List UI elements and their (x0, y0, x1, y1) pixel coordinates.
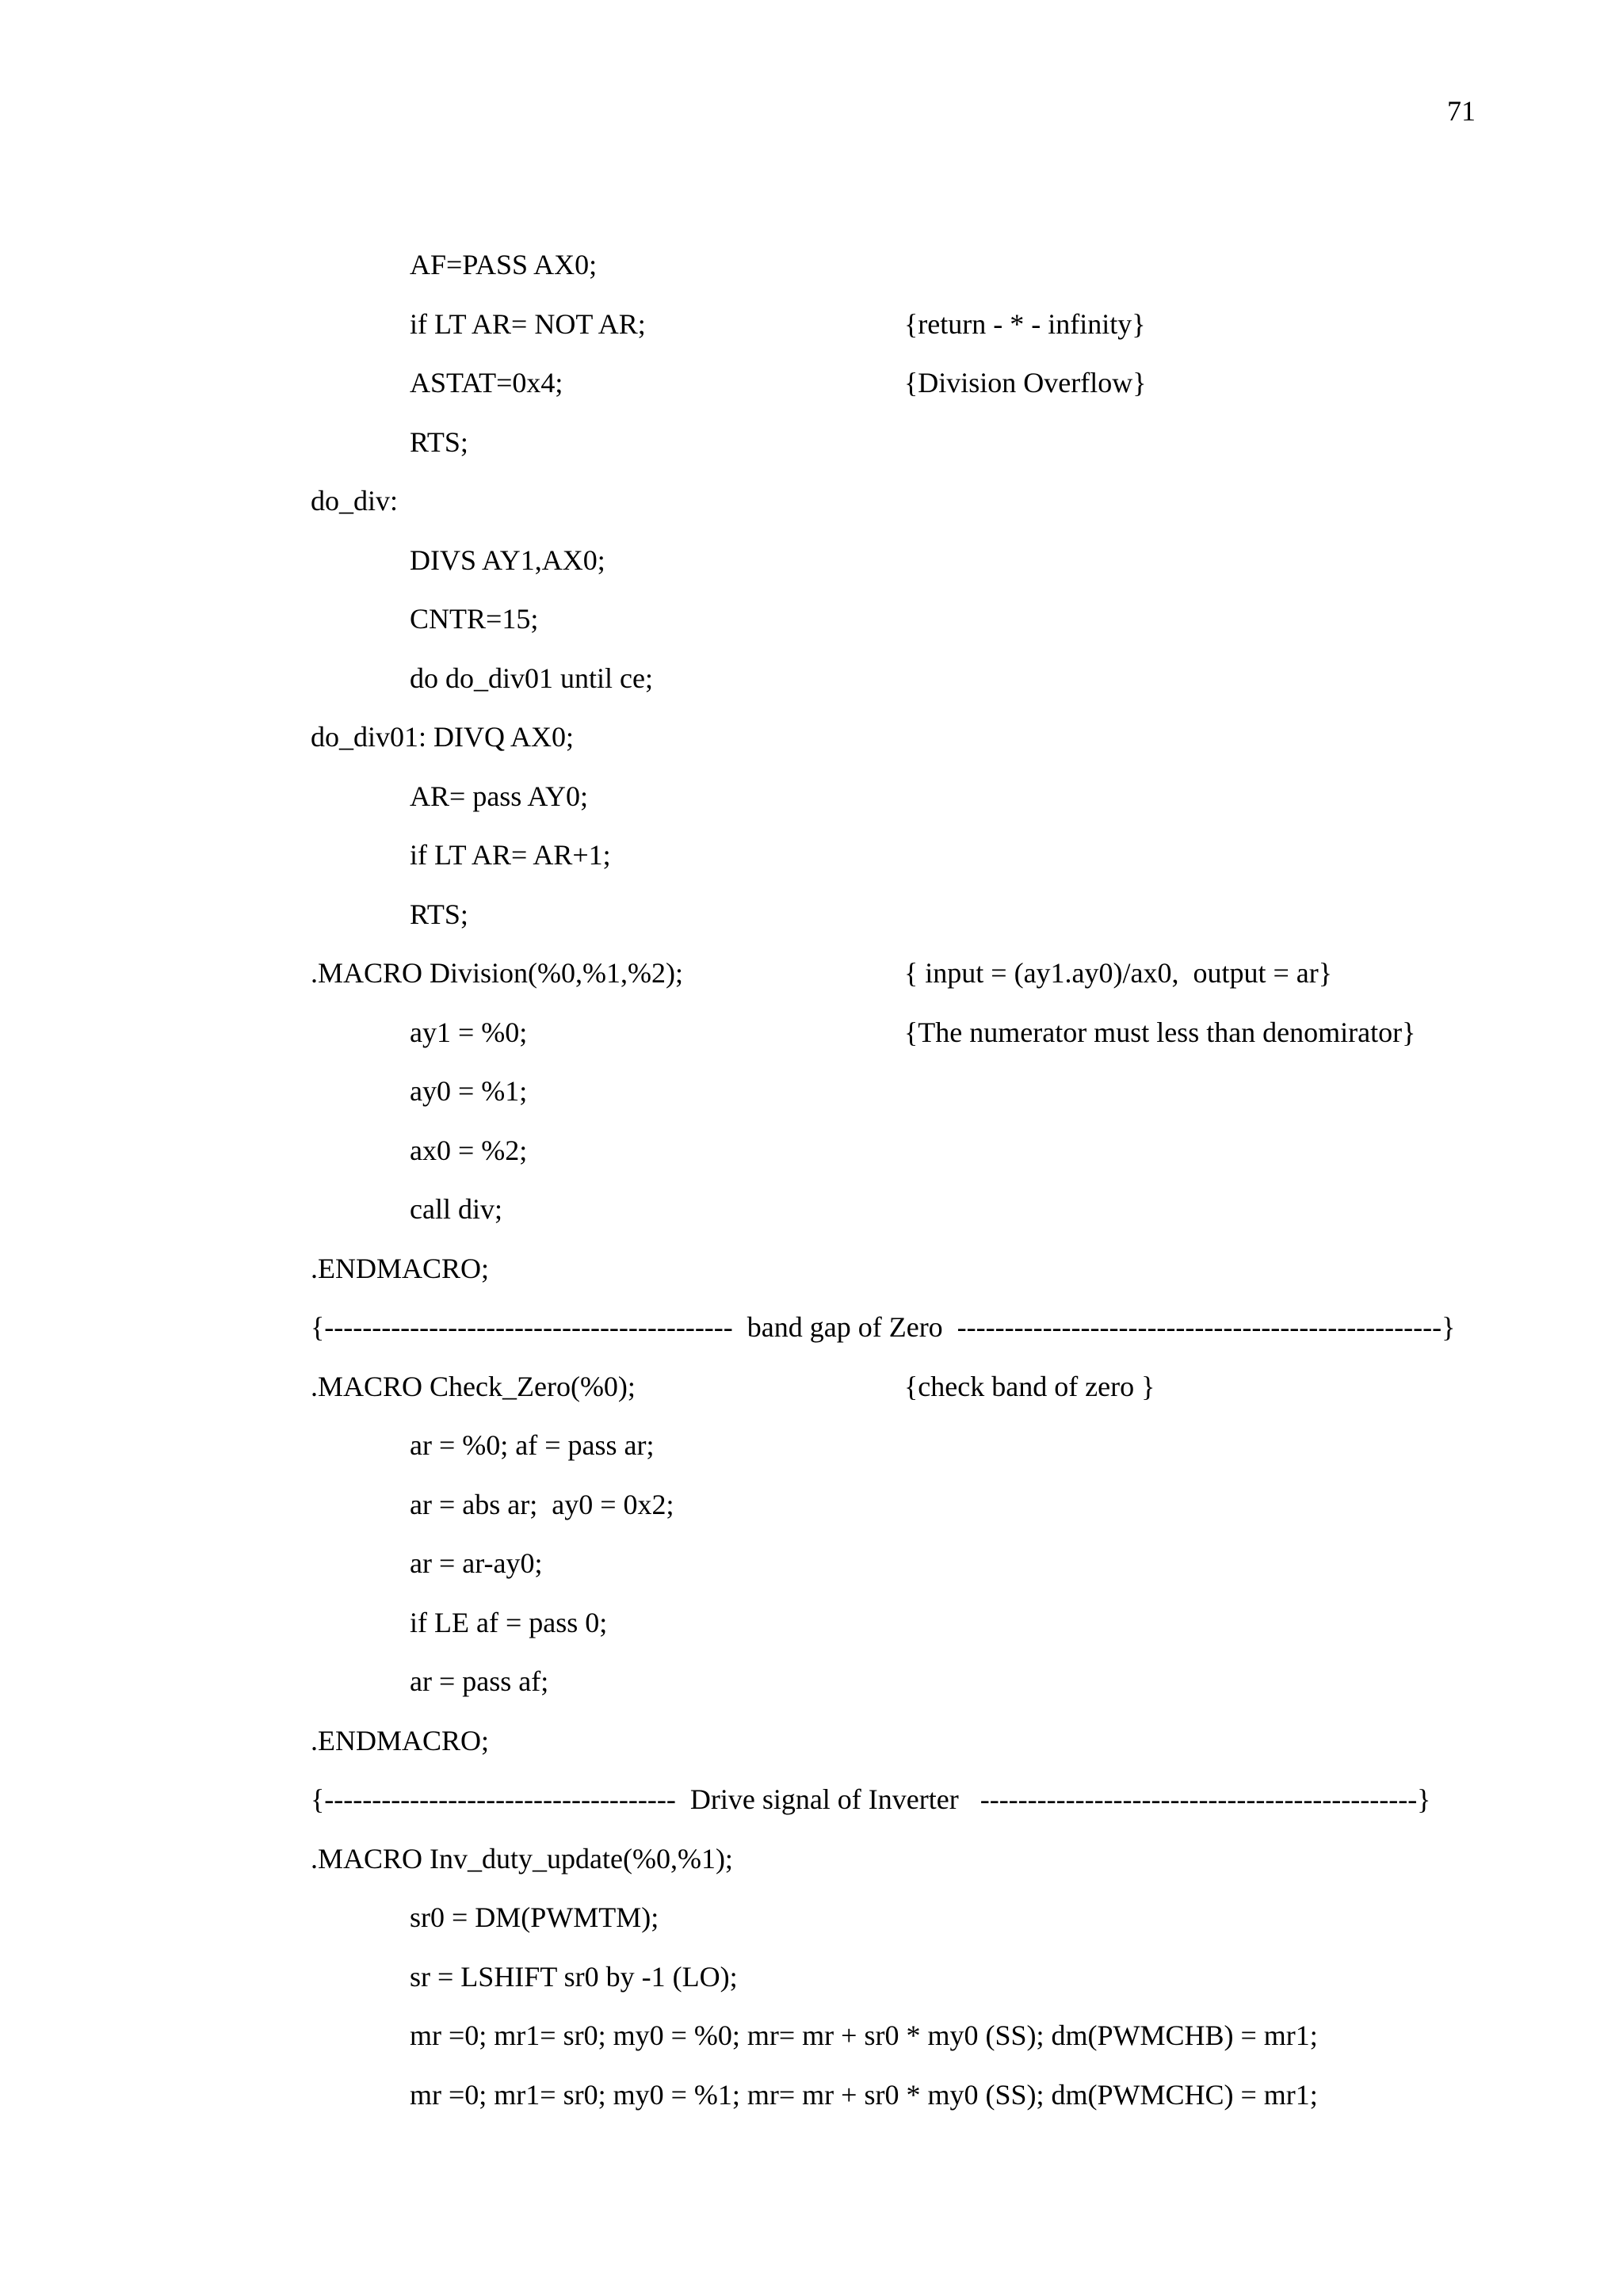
code-line (311, 305, 1480, 364)
code-text: ax0 = %2; (410, 1134, 528, 1166)
code-text: {------------------------------------- Drive signal of Inverter ----------------------------------------------} (311, 1783, 1431, 1815)
code-line (311, 541, 1480, 601)
code-line (311, 1249, 1480, 1309)
code-line (311, 246, 1480, 305)
code-text: if LT AR= AR+1; (410, 839, 611, 871)
code-text: do do_div01 until ce; (410, 662, 653, 694)
code-text: DIVS AY1,AX0; (410, 543, 605, 576)
code-line (311, 1190, 1480, 1249)
code-comment: {return - * - infinity} (904, 307, 1146, 340)
code-listing (311, 246, 1480, 2134)
code-line (311, 954, 1480, 1013)
code-text: sr0 = DM(PWMTM); (410, 1901, 659, 1933)
code-text: ar = abs ar; ay0 = 0x2; (410, 1488, 674, 1520)
code-text: do_div01: DIVQ AX0; (311, 721, 574, 753)
code-line (311, 659, 1480, 719)
code-line (311, 1840, 1480, 1899)
code-line (311, 1013, 1480, 1073)
code-line (311, 718, 1480, 777)
code-text: if LT AR= NOT AR; (410, 307, 646, 340)
code-text: ASTAT=0x4; (410, 367, 563, 399)
code-text: .MACRO Check_Zero(%0); (311, 1370, 636, 1402)
code-line (311, 1898, 1480, 1958)
code-line (311, 1486, 1480, 1545)
code-text: AR= pass AY0; (410, 780, 589, 812)
code-text: ar = pass af; (410, 1665, 549, 1697)
code-line (311, 1426, 1480, 1486)
code-text: ar = ar-ay0; (410, 1547, 543, 1579)
code-text: RTS; (410, 898, 468, 930)
code-line (311, 777, 1480, 837)
code-line (311, 1544, 1480, 1604)
code-text: ay0 = %1; (410, 1075, 528, 1107)
code-line (311, 836, 1480, 895)
code-line (311, 1072, 1480, 1131)
code-text: ar = %0; af = pass ar; (410, 1429, 655, 1461)
code-line (311, 1131, 1480, 1191)
code-line (311, 482, 1480, 541)
code-comment: {Division Overflow} (904, 367, 1147, 399)
code-text: .ENDMACRO; (311, 1252, 490, 1284)
code-text: mr =0; mr1= sr0; my0 = %0; mr= mr + sr0 * my0 (SS); dm(PWMCHB) = mr1; (410, 2019, 1318, 2051)
code-text: RTS; (410, 425, 468, 458)
code-text: if LE af = pass 0; (410, 1606, 608, 1638)
code-line (311, 1958, 1480, 2017)
code-line (311, 423, 1480, 482)
code-text: ay1 = %0; (410, 1016, 528, 1048)
code-line (311, 1308, 1480, 1367)
code-text: .MACRO Inv_duty_update(%0,%1); (311, 1842, 733, 1875)
code-line (311, 2076, 1480, 2135)
code-line (311, 1662, 1480, 1722)
page-number: 71 (1447, 95, 1476, 127)
code-text: do_div: (311, 485, 399, 517)
code-text: .MACRO Division(%0,%1,%2); (311, 957, 683, 989)
code-text: .ENDMACRO; (311, 1724, 490, 1756)
code-text: CNTR=15; (410, 603, 539, 635)
code-comment: {The numerator must less than denomirator} (904, 1016, 1416, 1048)
code-line (311, 895, 1480, 955)
code-line (311, 1722, 1480, 1781)
code-comment: {check band of zero } (904, 1370, 1155, 1402)
code-text: sr = LSHIFT sr0 by -1 (LO); (410, 1960, 738, 1993)
code-line (311, 600, 1480, 659)
code-text: {------------------------------------------- band gap of Zero ---------------------------------------------------} (311, 1311, 1456, 1343)
code-text: call div; (410, 1193, 502, 1225)
code-line (311, 1604, 1480, 1663)
code-line (311, 1367, 1480, 1427)
code-text: AF=PASS AX0; (410, 249, 598, 280)
code-line (311, 2016, 1480, 2076)
code-text: mr =0; mr1= sr0; my0 = %1; mr= mr + sr0 * my0 (SS); dm(PWMCHC) = mr1; (410, 2078, 1318, 2111)
code-line (311, 364, 1480, 423)
code-line (311, 1780, 1480, 1840)
code-comment: { input = (ay1.ay0)/ax0, output = ar} (904, 957, 1333, 989)
